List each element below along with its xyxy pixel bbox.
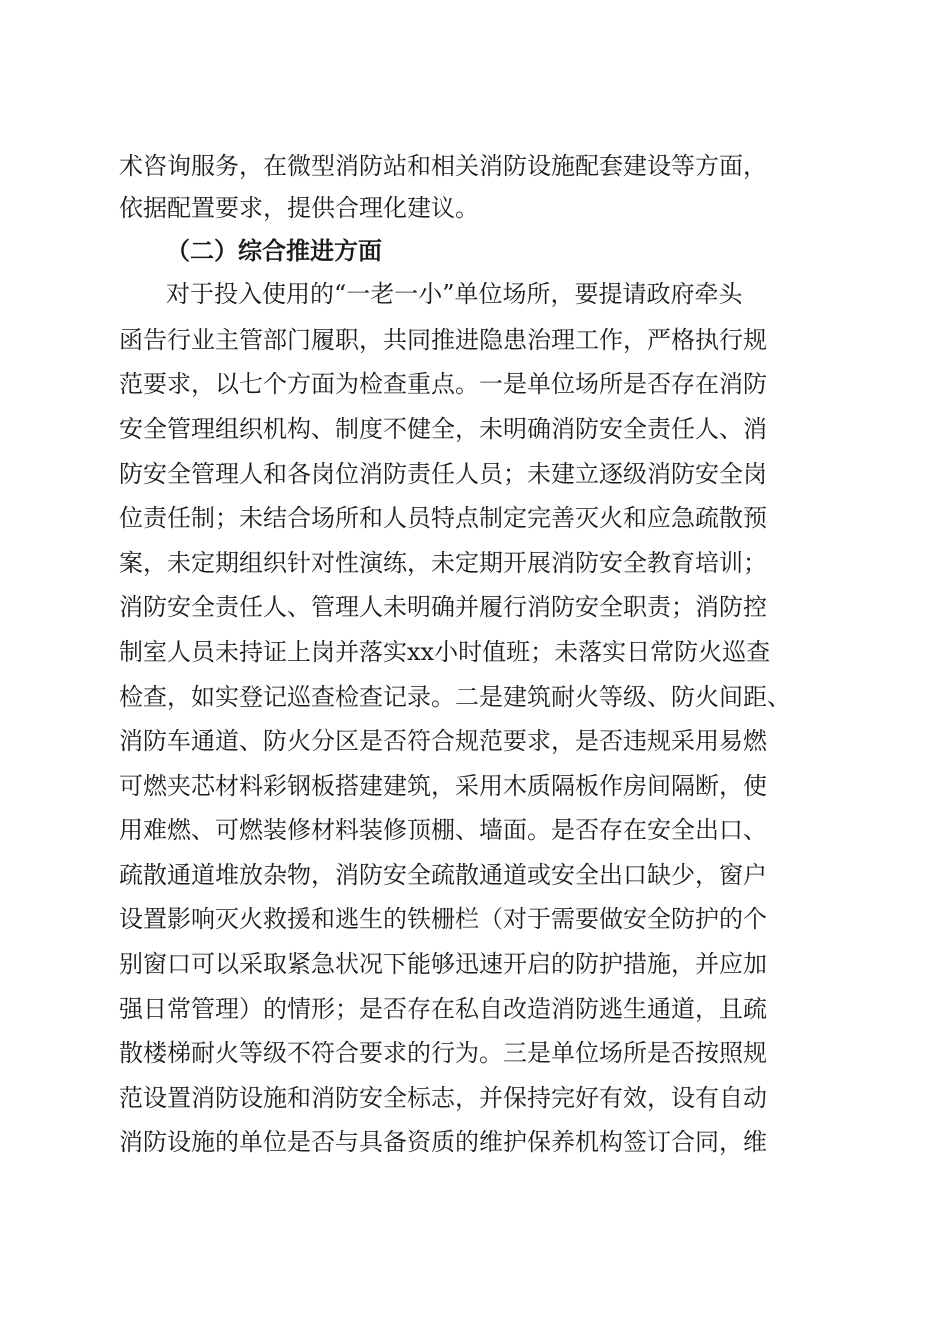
section-heading [0,231,950,271]
text-line-content: 安全管理组织机构、制度不健全，未明确消防安全责任人、消 [119,415,767,443]
text-line [0,721,950,761]
text-line-content: 范设置消防设施和消防安全标志，并保持完好有效，设有自动 [119,1084,767,1112]
text-line [0,543,950,583]
text-line [0,855,950,895]
text-line [0,1122,950,1162]
text-line [0,810,950,850]
text-line-content: 位责任制；未结合场所和人员特点制定完善灭火和应急疏散预 [119,504,767,532]
text-line [0,320,950,360]
text-line [0,188,950,228]
text-line-content: 设置影响灭火救援和逃生的铁栅栏（对于需要做安全防护的个 [119,905,767,933]
text-line-content: 对于投入使用的“一老一小”单位场所，要提请政府牵头 [166,280,743,308]
text-line [0,944,950,984]
text-line [0,409,950,449]
text-line-content: 用难燃、可燃装修材料装修顶棚、墙面。是否存在安全出口、 [119,816,767,844]
text-line-content: 强日常管理）的情形；是否存在私自改造消防逃生通道，且疏 [119,995,767,1023]
text-line [0,454,950,494]
text-line [0,899,950,939]
text-line-content: 消防车通道、防火分区是否符合规范要求，是否违规采用易燃 [119,727,767,755]
text-line [0,146,950,186]
text-line [0,1033,950,1073]
text-line-content: 防安全管理人和各岗位消防责任人员；未建立逐级消防安全岗 [119,460,767,488]
text-line-content: 散楼梯耐火等级不符合要求的行为。三是单位场所是否按照规 [119,1039,767,1067]
text-line [0,364,950,404]
text-line [0,632,950,672]
text-line-content: 别窗口可以采取紧急状况下能够迅速开启的防护措施，并应加 [119,950,767,978]
text-line-content: 案，未定期组织针对性演练，未定期开展消防安全教育培训； [119,549,767,577]
text-line-content: 可燃夹芯材料彩钢板搭建建筑，采用木质隔板作房间隔断，使 [119,772,767,800]
text-line [0,498,950,538]
text-line [0,1078,950,1118]
text-line-content: 疏散通道堆放杂物，消防安全疏散通道或安全出口缺少，窗户 [119,861,767,889]
text-line-content: 制室人员未持证上岗并落实xx小时值班；未落实日常防火巡查 [119,638,771,666]
text-line [0,587,950,627]
text-line-content: 消防设施的单位是否与具备资质的维护保养机构签订合同，维 [119,1128,767,1156]
text-line-content: 检查，如实登记巡查检查记录。二是建筑耐火等级、防火间距、 [119,683,791,711]
text-line-content: 范要求，以七个方面为检查重点。一是单位场所是否存在消防 [119,370,767,398]
text-line-content: 依据配置要求，提供合理化建议。 [119,194,479,222]
text-line-content: 函告行业主管部门履职，共同推进隐患治理工作，严格执行规 [119,326,767,354]
section-heading-text: （二）综合推进方面 [166,236,382,265]
text-line-content: 术咨询服务，在微型消防站和相关消防设施配套建设等方面， [119,152,767,180]
text-line [0,677,950,717]
text-line [0,274,950,314]
text-line-content: 消防安全责任人、管理人未明确并履行消防安全职责；消防控 [119,593,767,621]
text-line [0,766,950,806]
text-line [0,989,950,1029]
